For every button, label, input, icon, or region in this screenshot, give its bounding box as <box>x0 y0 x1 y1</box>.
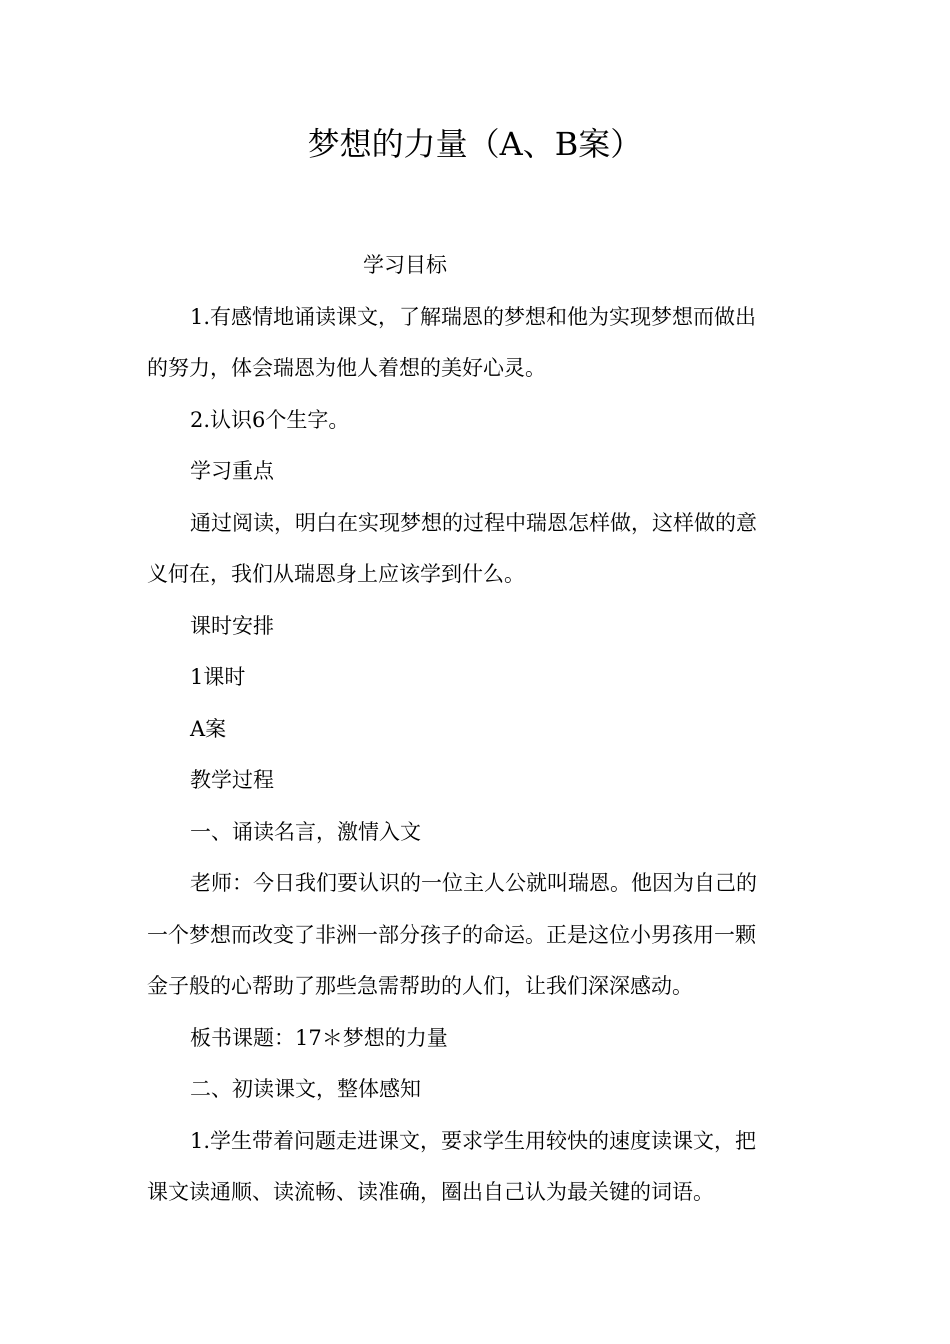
paragraph-line: 1.学生带着问题走进课文，要求学生用较快的速度读课文，把 <box>190 1128 757 1153</box>
document-title: 梦想的力量（A、B案） <box>307 125 643 163</box>
paragraph-line: 金子般的心帮助了那些急需帮助的人们，让我们深深感动。 <box>147 974 693 998</box>
paragraph-line: 1课时 <box>190 665 246 689</box>
section-heading-plan-a: A案 <box>190 716 227 741</box>
paragraph-line: 通过阅读，明白在实现梦想的过程中瑞恩怎样做，这样做的意 <box>190 510 757 535</box>
paragraph-line: 老师：今日我们要认识的一位主人公就叫瑞恩。他因为自己的 <box>190 871 757 895</box>
document-body <box>147 240 799 1219</box>
section-heading-focus: 学习重点 <box>190 459 274 483</box>
paragraph-line: 的努力，体会瑞恩为他人着想的美好心灵。 <box>147 356 546 380</box>
paragraph-line: 2.认识6个生字。 <box>190 407 350 432</box>
paragraph-line: 课文读通顺、读流畅、读准确，圈出自己认为最关键的词语。 <box>147 1180 714 1204</box>
paragraph-line: 板书课题：17＊梦想的力量 <box>190 1025 448 1050</box>
section-heading-goals: 学习目标 <box>363 253 447 277</box>
paragraph-line: 义何在，我们从瑞恩身上应该学到什么。 <box>147 562 525 586</box>
paragraph-line: 1.有感情地诵读课文，了解瑞恩的梦想和他为实现梦想而做出 <box>190 304 757 329</box>
paragraph-line: 一个梦想而改变了非洲一部分孩子的命运。正是这位小男孩用一颗 <box>147 922 756 947</box>
section-heading-process: 教学过程 <box>190 768 274 792</box>
section-heading-step-two: 二、初读课文，整体感知 <box>190 1077 421 1101</box>
section-heading-schedule: 课时安排 <box>190 613 274 638</box>
section-heading-step-one: 一、诵读名言，激情入文 <box>190 819 421 844</box>
